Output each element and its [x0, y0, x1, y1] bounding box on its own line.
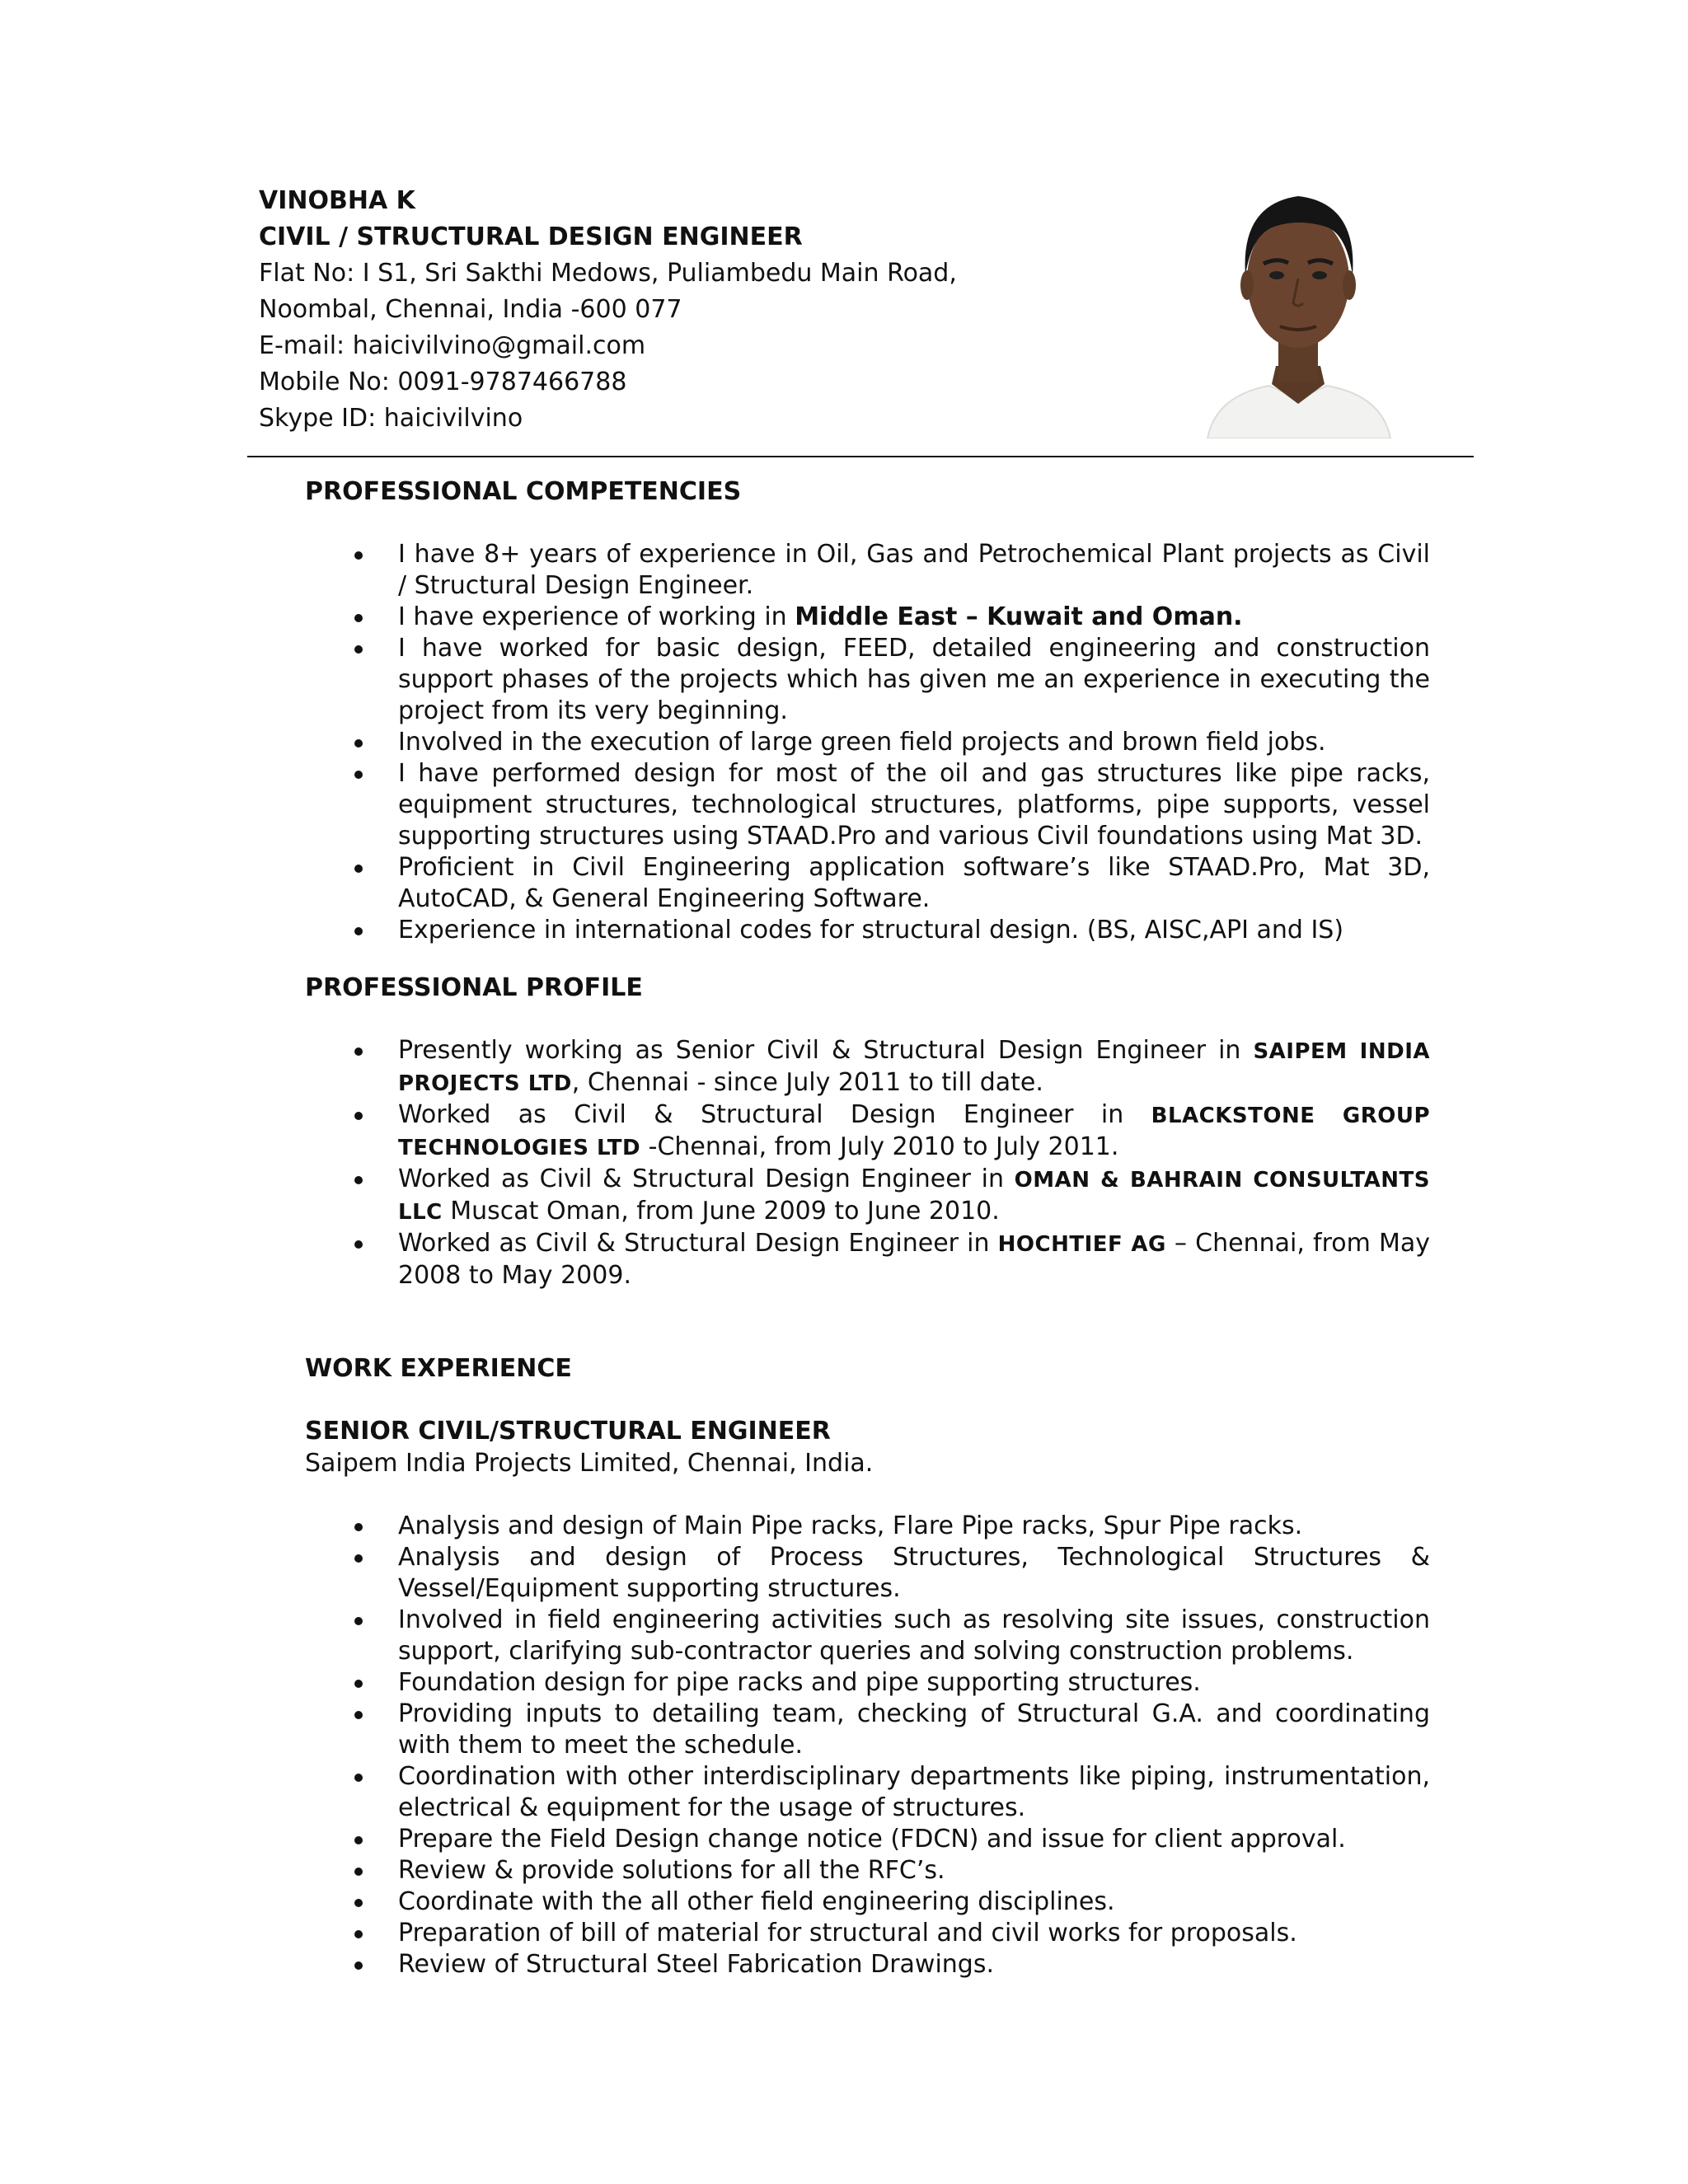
job-role: SENIOR CIVIL/STRUCTURAL ENGINEER [305, 1417, 831, 1446]
company-name: BLACKSTONE GROUP TECHNOLOGIES LTD [398, 1104, 1430, 1160]
list-item [305, 1164, 1430, 1228]
profile-heading: PROFESSIONAL PROFILE [305, 973, 643, 1002]
mobile-line: Mobile No: 0091-9787466788 [259, 368, 627, 396]
candidate-name: VINOBHA K [259, 186, 415, 215]
list-item [305, 1228, 1430, 1291]
resume-body [305, 470, 1430, 1980]
list-item-text: Worked as Civil & Structural Design Engineer in [398, 1165, 1015, 1193]
skype-line: Skype ID: haicivilvino [259, 404, 523, 433]
competencies-heading: PROFESSIONAL COMPETENCIES [305, 477, 742, 506]
list-item-text: -Chennai, from July 2010 to July 2011. [640, 1132, 1119, 1161]
list-item-text: Presently working as Senior Civil & Structural Design Engineer in [398, 1036, 1254, 1065]
list-item: Coordination with other interdisciplinary departments like piping, instrumentation, electrical & equipment for the usage of structures. [305, 1761, 1430, 1824]
list-item: Experience in international codes for structural design. (BS, AISC,API and IS) [305, 915, 1430, 946]
list-item: I have worked for basic design, FEED, detailed engineering and construction support phases of the projects which has given me an experience in executing the project from its very beginning. [305, 633, 1430, 727]
competencies-list [305, 539, 1430, 946]
list-item [305, 1035, 1430, 1099]
list-item: Foundation design for pipe racks and pipe supporting structures. [305, 1667, 1430, 1699]
list-item: Involved in field engineering activities such as resolving site issues, construction support, clarifying sub-contractor queries and solving construction problems. [305, 1605, 1430, 1667]
list-item: Review & provide solutions for all the RFC’s. [305, 1855, 1430, 1886]
list-item [305, 1099, 1430, 1164]
list-item: Coordinate with the all other field engineering disciplines. [305, 1886, 1430, 1918]
work-heading: WORK EXPERIENCE [305, 1354, 572, 1383]
list-item: Review of Structural Steel Fabrication Drawings. [305, 1949, 1430, 1980]
list-item: Prepare the Field Design change notice (FDCN) and issue for client approval. [305, 1824, 1430, 1855]
profile-photo [1199, 183, 1397, 438]
profile-list [305, 1035, 1430, 1291]
company-name: OMAN & BAHRAIN CONSULTANTS LLC [398, 1168, 1430, 1225]
list-item-text: Worked as Civil & Structural Design Engineer in [398, 1229, 998, 1258]
list-item [305, 602, 1430, 633]
list-item: Providing inputs to detailing team, checking of Structural G.A. and coordinating with them to meet the schedule. [305, 1699, 1430, 1761]
list-item: Proficient in Civil Engineering application software’s like STAAD.Pro, Mat 3D, AutoCAD, & General Engineering Software. [305, 852, 1430, 915]
list-item: Analysis and design of Main Pipe racks, Flare Pipe racks, Spur Pipe racks. [305, 1511, 1430, 1542]
company-name: SAIPEM INDIA PROJECTS LTD [398, 1039, 1430, 1096]
list-item: Preparation of bill of material for structural and civil works for proposals. [305, 1918, 1430, 1949]
address-line-2: Noombal, Chennai, India -600 077 [259, 295, 682, 324]
list-item-text: , Chennai - since July 2011 to till date. [571, 1068, 1043, 1097]
list-item-emphasis: Middle East – Kuwait and Oman. [795, 602, 1243, 631]
list-item: Analysis and design of Process Structures, Technological Structures & Vessel/Equipment supporting structures. [305, 1542, 1430, 1605]
list-item-text: – Chennai, from May 2008 to May 2009. [398, 1229, 1431, 1290]
list-item: I have 8+ years of experience in Oil, Gas and Petrochemical Plant projects as Civil / Structural Design Engineer. [305, 539, 1430, 602]
job-company: Saipem India Projects Limited, Chennai, India. [305, 1449, 874, 1478]
list-item-text: Worked as Civil & Structural Design Engineer in [398, 1100, 1151, 1129]
contact-header [259, 183, 1165, 437]
list-item-text: I have experience of working in [398, 602, 795, 631]
list-item: I have performed design for most of the oil and gas structures like pipe racks, equipment structures, technological structures, platforms, pipe supports, vessel supporting structures using STAAD.Pro and various Civil foundations using Mat 3D. [305, 758, 1430, 852]
company-name: HOCHTIEF AG [997, 1232, 1166, 1257]
list-item-text: Muscat Oman, from June 2009 to June 2010. [442, 1197, 1000, 1226]
candidate-title: CIVIL / STRUCTURAL DESIGN ENGINEER [259, 223, 803, 251]
address-line-1: Flat No: I S1, Sri Sakthi Medows, Puliambedu Main Road, [259, 259, 957, 288]
header-divider [247, 456, 1474, 457]
work-duties-list [305, 1511, 1430, 1980]
list-item: Involved in the execution of large green field projects and brown field jobs. [305, 727, 1430, 758]
email-line: E-mail: haicivilvino@gmail.com [259, 331, 646, 360]
